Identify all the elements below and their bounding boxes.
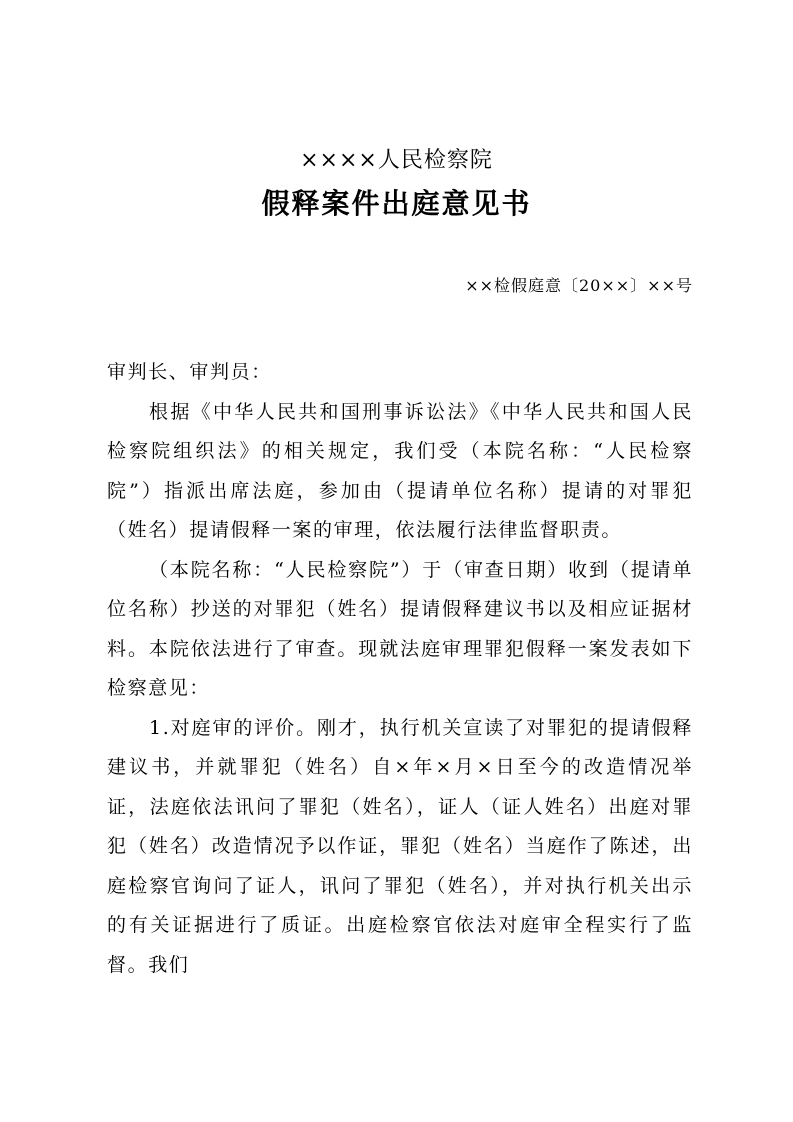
paragraph-legal-basis: 根据《中华人民共和国刑事诉讼法》《中华人民共和国人民检察院组织法》的相关规定，我们受（本院名称：“人民检察院”）指派出席法庭，参加由（提请单位名称）提请的对罪犯（姓名）提请假释一案的审理，依法履行法律监督职责。 [107,400,693,541]
salutation: 审判长、审判员： [107,361,272,383]
organization-name: ××××人民检察院 [300,148,493,173]
document-body [107,353,693,985]
paragraph-trial-evaluation: 1.对庭审的评价。刚才，执行机关宣读了对罪犯的提请假释建议书，并就罪犯（姓名）自×年×月×日至今的改造情况举证，法庭依法讯问了罪犯（姓名），证人（证人姓名）出庭对罪犯（姓名）改造情况予以作证，罪犯（姓名）当庭作了陈述，出庭检察官询问了证人，讯问了罪犯（姓名），并对执行机关出示的有关证据进行了质证。出庭检察官依法对庭审全程实行了监督。我们 [107,716,693,976]
document-title: 假释案件出庭意见书 [261,187,532,220]
paragraph-review: （本院名称：“人民检察院”）于（审查日期）收到（提请单位名称）抄送的对罪犯（姓名）提请假释建议书以及相应证据材料。本院依法进行了审查。现就法庭审理罪犯假释一案发表如下检察意见： [107,558,693,699]
document-number: ××检假庭意〔20××〕××号 [465,276,693,295]
